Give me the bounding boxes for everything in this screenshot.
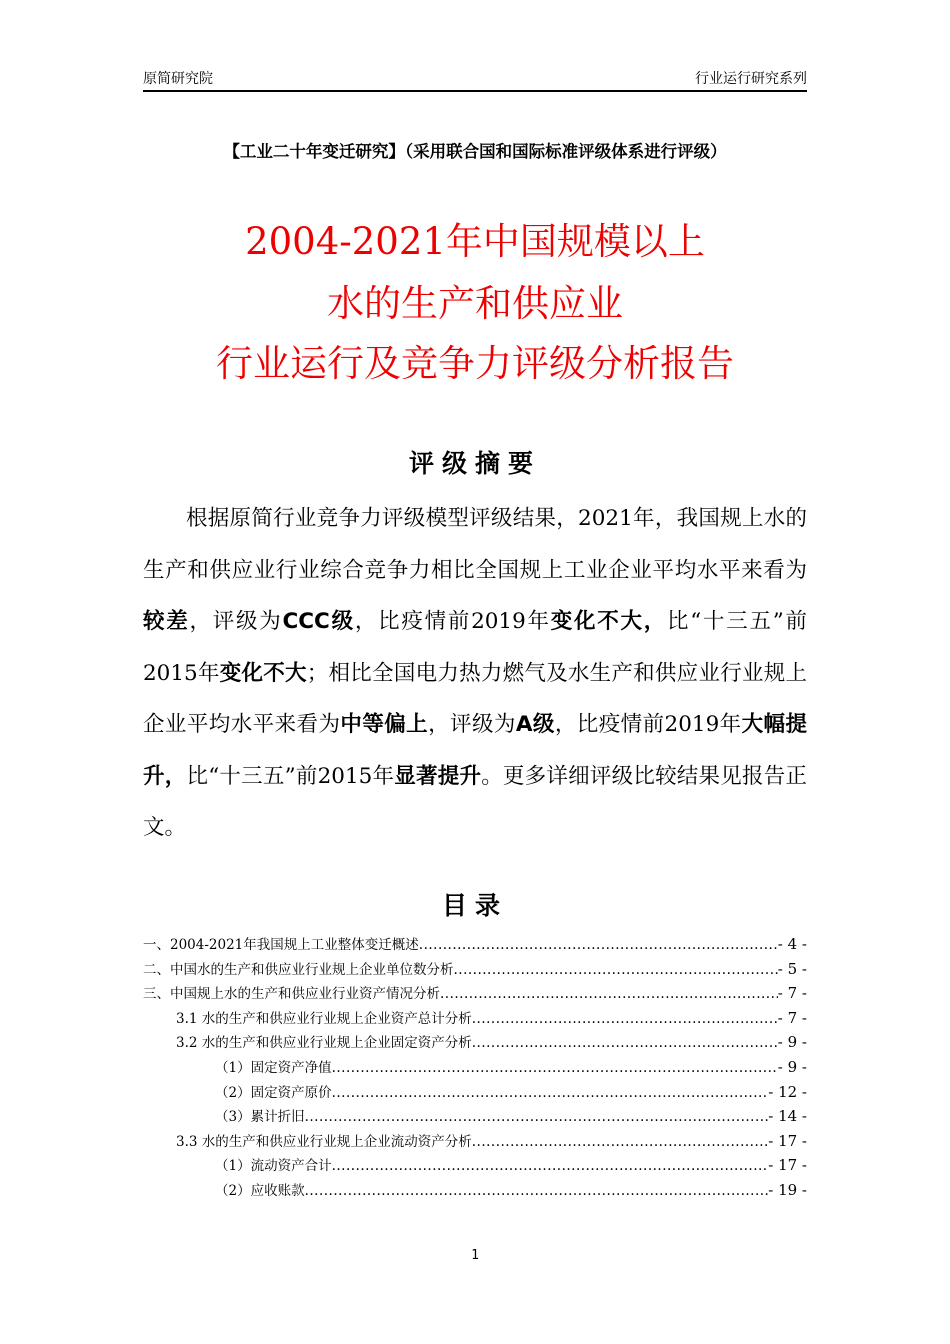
toc-dot-leader <box>440 982 778 1007</box>
summary-emphasis: CCC级 <box>282 609 355 634</box>
header-organization: 原简研究院 <box>143 71 213 87</box>
toc-dot-leader <box>305 1105 769 1130</box>
toc-entry[interactable] <box>143 1178 807 1203</box>
summary-text: ，比疫情前2019年 <box>554 712 742 737</box>
summary-emphasis: 中等偏上 <box>340 712 429 737</box>
toc-entry-page: - 17 - <box>768 1156 807 1175</box>
toc-entry[interactable] <box>143 957 807 982</box>
page-header <box>143 66 807 92</box>
page-number: 1 <box>471 1248 479 1263</box>
summary-text: 比“十三五”前2015年 <box>186 763 395 789</box>
series-tag: 【工业二十年变迁研究】（采用联合国和国际标准评级体系进行评级） <box>223 142 727 161</box>
toc-heading: 目录 <box>441 891 508 920</box>
summary-paragraph <box>143 493 807 854</box>
report-title-line-3: 行业运行及竞争力评级分析报告 <box>216 342 734 385</box>
summary-text: 。更多详细评级比较结果见报告正文。 <box>143 763 807 840</box>
toc-entry[interactable] <box>143 932 807 957</box>
summary-text: 根据原简行业竞争力评级模型评级结果，2021年，我国规上水的生产和供应业行业综合竞争力相比全国规上工业企业平均水平来看为 <box>143 506 807 583</box>
toc-entry-page: - 4 - <box>777 935 807 953</box>
toc-dot-leader <box>472 1007 778 1032</box>
summary-text: ；相比全国电力热力燃气及水生产和供应业行业规上企业平均水平来看为 <box>143 660 807 737</box>
summary-heading: 评级摘要 <box>408 449 541 478</box>
toc-entry-label: （3）累计折旧 <box>215 1109 305 1126</box>
toc-dot-leader <box>332 1056 778 1081</box>
summary-text: ，评级为 <box>189 609 283 634</box>
toc-entry-page: - 14 - <box>768 1107 807 1126</box>
toc-dot-leader <box>305 1179 769 1204</box>
toc-entry[interactable] <box>143 981 807 1006</box>
header-series: 行业运行研究系列 <box>695 71 807 87</box>
toc-entry-label: 3.1 水的生产和供应业行业规上企业资产总计分析 <box>176 1010 472 1027</box>
summary-emphasis: 显著提升 <box>394 763 482 789</box>
summary-emphasis: 变化不大， <box>550 609 668 634</box>
toc-entry-label: 一、2004-2021年我国规上工业整体变迁概述 <box>143 937 419 953</box>
toc-entry-page: - 19 - <box>768 1180 807 1199</box>
toc-entry-label: 3.2 水的生产和供应业行业规上企业固定资产分析 <box>176 1035 472 1052</box>
toc-entry[interactable] <box>143 1055 807 1080</box>
toc-entry-page: - 17 - <box>768 1131 807 1150</box>
toc-entry-page: - 12 - <box>768 1082 807 1101</box>
toc-entry[interactable] <box>143 1030 807 1055</box>
toc-entry[interactable] <box>143 1006 807 1031</box>
toc-entry-page: - 7 - <box>777 984 807 1003</box>
toc-entry-label: （2）固定资产原价 <box>215 1084 332 1101</box>
toc-entry-label: （1）固定资产净值 <box>215 1059 332 1076</box>
report-title-line-2: 水的生产和供应业 <box>327 282 623 325</box>
summary-emphasis: 变化不大 <box>219 660 307 686</box>
toc-entry-page: - 9 - <box>777 1033 807 1052</box>
summary-emphasis: A级 <box>515 712 555 737</box>
summary-emphasis: 较差 <box>143 609 190 634</box>
toc-dot-leader <box>472 1130 768 1155</box>
toc-entry-label: 3.3 水的生产和供应业行业规上企业流动资产分析 <box>176 1133 472 1150</box>
toc-entry-page: - 7 - <box>777 1008 807 1027</box>
toc-dot-leader <box>332 1154 769 1179</box>
toc-dot-leader <box>332 1081 769 1106</box>
toc-dot-leader <box>454 958 778 983</box>
toc-entry[interactable] <box>143 1104 807 1129</box>
toc-entry-label: （1）流动资产合计 <box>215 1158 332 1175</box>
toc-entry-page: - 9 - <box>777 1057 807 1076</box>
toc-entry[interactable] <box>143 1080 807 1105</box>
summary-emphasis: 大幅提升， <box>143 712 807 789</box>
report-title-line-1: 2004-2021年中国规模以上 <box>245 220 705 263</box>
summary-text: ，比疫情前2019年 <box>354 609 551 634</box>
table-of-contents <box>143 932 807 1203</box>
toc-entry-label: 三、中国规上水的生产和供应业行业资产情况分析 <box>143 986 440 1003</box>
toc-entry-label: 二、中国水的生产和供应业行业规上企业单位数分析 <box>143 961 454 978</box>
summary-text: ，评级为 <box>428 712 516 737</box>
toc-entry-label: （2）应收账款 <box>215 1182 305 1199</box>
toc-dot-leader <box>472 1031 778 1056</box>
summary-text: 比“十三五”前2015年 <box>143 609 807 686</box>
toc-dot-leader <box>419 933 778 958</box>
toc-entry[interactable] <box>143 1153 807 1178</box>
toc-entry-page: - 5 - <box>777 959 807 978</box>
toc-entry[interactable] <box>143 1129 807 1154</box>
